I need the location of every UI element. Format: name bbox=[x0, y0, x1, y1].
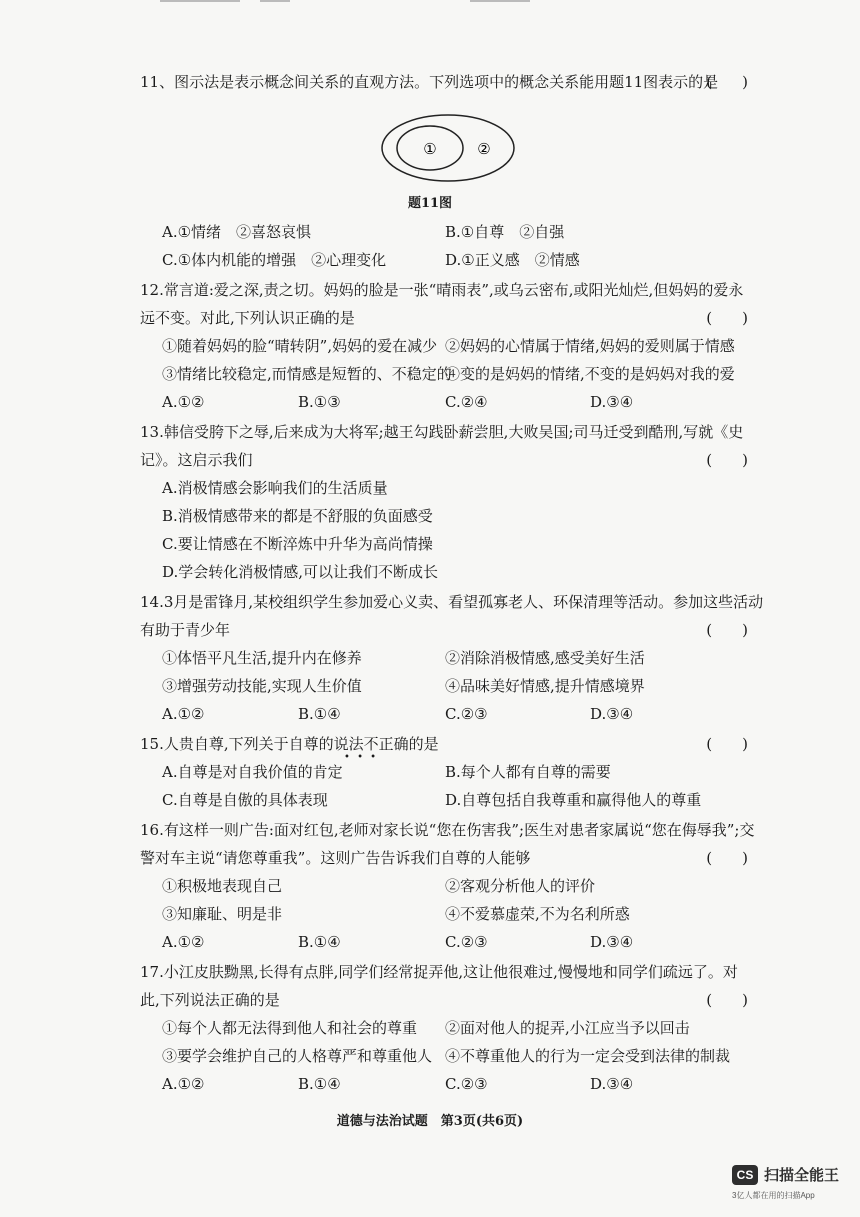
q12-stem-line1: 12.常言道:爱之深,责之切。妈妈的脸是一张“晴雨表”,或乌云密布,或阳光灿烂,但妈妈的爱永 bbox=[140, 281, 744, 299]
q13-option-c: C.要让情感在不断淬炼中升华为高尚情操 bbox=[162, 535, 433, 553]
q15-option-b: B.每个人都有自尊的需要 bbox=[445, 763, 611, 781]
q16-option-c: C.②③ bbox=[445, 933, 488, 951]
q14-statement-3: ③增强劳动技能,实现人生价值 bbox=[162, 677, 362, 695]
q13-stem-line2: 记》。这启示我们 bbox=[140, 451, 253, 469]
emphasis-dots: • • • bbox=[344, 752, 379, 763]
q14-stem-line2: 有助于青少年 bbox=[140, 621, 231, 639]
q12-answer-bracket: ( ) bbox=[706, 309, 748, 327]
q13-answer-bracket: ( ) bbox=[706, 451, 748, 469]
q11-stem: 11、图示法是表示概念间关系的直观方法。下列选项中的概念关系能用题11图表示的是 bbox=[140, 73, 719, 91]
q12-statement-3: ③情绪比较稳定,而情感是短暂的、不稳定的 bbox=[162, 365, 452, 383]
q13-stem-line1: 13.韩信受胯下之辱,后来成为大将军;越王勾践卧薪尝胆,大败吴国;司马迁受到酷刑,写就《史 bbox=[140, 423, 744, 441]
q16-stem-line2: 警对车主说“请您尊重我”。这则广告告诉我们自尊的人能够 bbox=[140, 849, 531, 867]
q16-stem-line1: 16.有这样一则广告:面对红包,老师对家长说“您在伤害我”;医生对患者家属说“您在侮辱我”;交 bbox=[140, 821, 755, 839]
q16-option-d: D.③④ bbox=[590, 933, 634, 951]
q16-statement-4: ④不爱慕虚荣,不为名利所惑 bbox=[445, 905, 630, 923]
q11-option-b: B.①自尊 ②自强 bbox=[445, 223, 565, 241]
venn-diagram bbox=[378, 112, 518, 184]
q13-option-a: A.消极情感会影响我们的生活质量 bbox=[162, 479, 388, 497]
q15-option-a: A.自尊是对自我价值的肯定 bbox=[162, 763, 343, 781]
q17-option-b: B.①④ bbox=[298, 1075, 341, 1093]
q17-statement-4: ④不尊重他人的行为一定会受到法律的制裁 bbox=[445, 1047, 731, 1065]
q17-option-c: C.②③ bbox=[445, 1075, 488, 1093]
question-14 bbox=[140, 588, 764, 728]
q14-statement-4: ④品味美好情感,提升情感境界 bbox=[445, 677, 645, 695]
q16-answer-bracket: ( ) bbox=[706, 849, 748, 867]
question-17 bbox=[140, 958, 760, 1098]
watermark-name: 扫描全能王 bbox=[764, 1167, 840, 1184]
q14-answer-bracket: ( ) bbox=[706, 621, 748, 639]
q17-statement-1: ①每个人都无法得到他人和社会的尊重 bbox=[162, 1019, 418, 1037]
q14-stem-line1: 14.3月是雷锋月,某校组织学生参加爱心义卖、看望孤寡老人、环保清理等活动。参加这些活动 bbox=[140, 593, 764, 611]
q17-stem-line1: 17.小江皮肤黝黑,长得有点胖,同学们经常捉弄他,这让他很难过,慢慢地和同学们疏远了。对 bbox=[140, 963, 738, 981]
q17-option-d: D.③④ bbox=[590, 1075, 634, 1093]
q15-answer-bracket: ( ) bbox=[706, 735, 748, 753]
q17-stem-line2: 此,下列说法正确的是 bbox=[140, 991, 280, 1009]
q14-option-c: C.②③ bbox=[445, 705, 488, 723]
q11-options bbox=[140, 218, 760, 274]
q16-option-a: A.①② bbox=[162, 933, 205, 951]
question-15 bbox=[140, 730, 760, 814]
q12-option-c: C.②④ bbox=[445, 393, 488, 411]
q13-option-b: B.消极情感带来的都是不舒服的负面感受 bbox=[162, 507, 433, 525]
inner-label: ① bbox=[423, 140, 437, 158]
q12-option-a: A.①② bbox=[162, 393, 205, 411]
q12-statement-1: ①随着妈妈的脸“晴转阴”,妈妈的爱在减少 bbox=[162, 337, 438, 355]
question-12 bbox=[140, 276, 760, 416]
q16-statement-1: ①积极地表现自己 bbox=[162, 877, 283, 895]
q14-option-a: A.①② bbox=[162, 705, 205, 723]
outer-label: ② bbox=[477, 140, 491, 158]
q14-statement-2: ②消除消极情感,感受美好生活 bbox=[445, 649, 645, 667]
q12-statement-2: ②妈妈的心情属于情绪,妈妈的爱则属于情感 bbox=[445, 337, 735, 355]
q11-option-d: D.①正义感 ②情感 bbox=[445, 251, 580, 269]
q13-option-d: D.学会转化消极情感,可以让我们不断成长 bbox=[162, 563, 439, 581]
q14-option-d: D.③④ bbox=[590, 705, 634, 723]
question-16 bbox=[140, 816, 760, 956]
q15-stem: 15.人贵自尊,下列关于自尊的说法不正确的是 bbox=[140, 735, 439, 753]
q17-option-a: A.①② bbox=[162, 1075, 205, 1093]
q12-stem-line2: 远不变。对此,下列认识正确的是 bbox=[140, 309, 355, 327]
q14-option-b: B.①④ bbox=[298, 705, 341, 723]
q16-statement-3: ③知廉耻、明是非 bbox=[162, 905, 283, 923]
q17-statement-2: ②面对他人的捉弄,小江应当予以回击 bbox=[445, 1019, 690, 1037]
q16-option-b: B.①④ bbox=[298, 933, 341, 951]
q12-option-b: B.①③ bbox=[298, 393, 341, 411]
watermark-subtitle: 3亿人都在用的扫描App bbox=[732, 1191, 815, 1200]
top-scan-marks bbox=[0, 0, 860, 8]
q11-answer-bracket: ( ) bbox=[706, 73, 748, 91]
q16-statement-2: ②客观分析他人的评价 bbox=[445, 877, 596, 895]
page-footer: 道德与法治试题 第3页(共6页) bbox=[336, 1114, 524, 1129]
question-11 bbox=[140, 68, 760, 96]
q11-option-a: A.①情绪 ②喜怒哀惧 bbox=[162, 223, 312, 241]
q12-statement-4: ④变的是妈妈的情绪,不变的是妈妈对我的爱 bbox=[445, 365, 735, 383]
q11-option-c: C.①体内机能的增强 ②心理变化 bbox=[162, 251, 387, 269]
q15-option-d: D.自尊包括自我尊重和赢得他人的尊重 bbox=[445, 791, 702, 809]
q12-option-d: D.③④ bbox=[590, 393, 634, 411]
q17-statement-3: ③要学会维护自己的人格尊严和尊重他人 bbox=[162, 1047, 433, 1065]
camscanner-logo: CS bbox=[732, 1165, 758, 1185]
q17-answer-bracket: ( ) bbox=[706, 991, 748, 1009]
q15-option-c: C.自尊是自傲的具体表现 bbox=[162, 791, 328, 809]
outer-ellipse bbox=[382, 115, 514, 181]
scanner-watermark bbox=[732, 1163, 842, 1207]
question-13 bbox=[140, 418, 760, 586]
q14-statement-1: ①体悟平凡生活,提升内在修养 bbox=[162, 649, 362, 667]
figure-caption: 题11图 bbox=[407, 196, 453, 211]
